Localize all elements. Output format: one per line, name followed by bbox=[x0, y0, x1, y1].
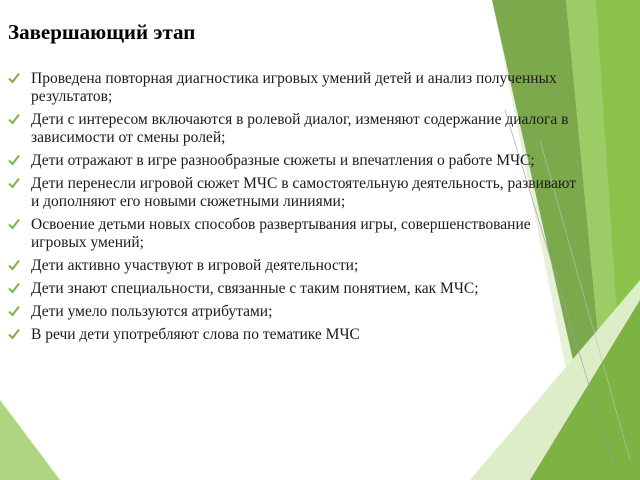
bullet-text: Дети активно участвуют в игровой деятельности; bbox=[31, 257, 359, 274]
bottom-left-facet bbox=[0, 400, 60, 480]
bullet-list bbox=[8, 70, 578, 349]
bullet-text: Дети отражают в игре разнообразные сюжеты и впечатления о работе МЧС; bbox=[31, 152, 535, 169]
bullet-item bbox=[8, 303, 578, 321]
check-icon bbox=[8, 259, 20, 271]
check-icon bbox=[8, 72, 20, 84]
check-icon bbox=[8, 282, 20, 294]
bullet-text: В речи дети употребляют слова по тематике МЧС bbox=[31, 326, 360, 343]
bullet-text: Дети умело пользуются атрибутами; bbox=[31, 303, 273, 320]
check-icon bbox=[8, 177, 20, 189]
bullet-item bbox=[8, 257, 578, 275]
check-icon bbox=[8, 328, 20, 340]
slide-title: Завершающий этап bbox=[8, 20, 196, 44]
bullet-item bbox=[8, 216, 578, 252]
check-icon bbox=[8, 154, 20, 166]
bullet-item bbox=[8, 70, 578, 106]
check-icon bbox=[8, 305, 20, 317]
bullet-item bbox=[8, 326, 578, 344]
bullet-text: Освоение детьми новых способов развертывания игры, совершенствование игровых умений; bbox=[31, 216, 531, 251]
bullet-text: Дети с интересом включаются в ролевой диалог, изменяют содержание диалога в зависимости от смены ролей; bbox=[31, 111, 569, 146]
check-icon bbox=[8, 218, 20, 230]
bullet-item bbox=[8, 111, 578, 147]
bullet-text: Проведена повторная диагностика игровых умений детей и анализ полученных результатов; bbox=[31, 70, 557, 105]
check-icon bbox=[8, 113, 20, 125]
bullet-item bbox=[8, 175, 578, 211]
bullet-text: Дети знают специальности, связанные с таким понятием, как МЧС; bbox=[31, 280, 479, 297]
bullet-item bbox=[8, 280, 578, 298]
bullet-text: Дети перенесли игровой сюжет МЧС в самостоятельную деятельность, развивают и дополняют его новыми сюжетными линиями; bbox=[31, 175, 577, 210]
bullet-item bbox=[8, 152, 578, 170]
